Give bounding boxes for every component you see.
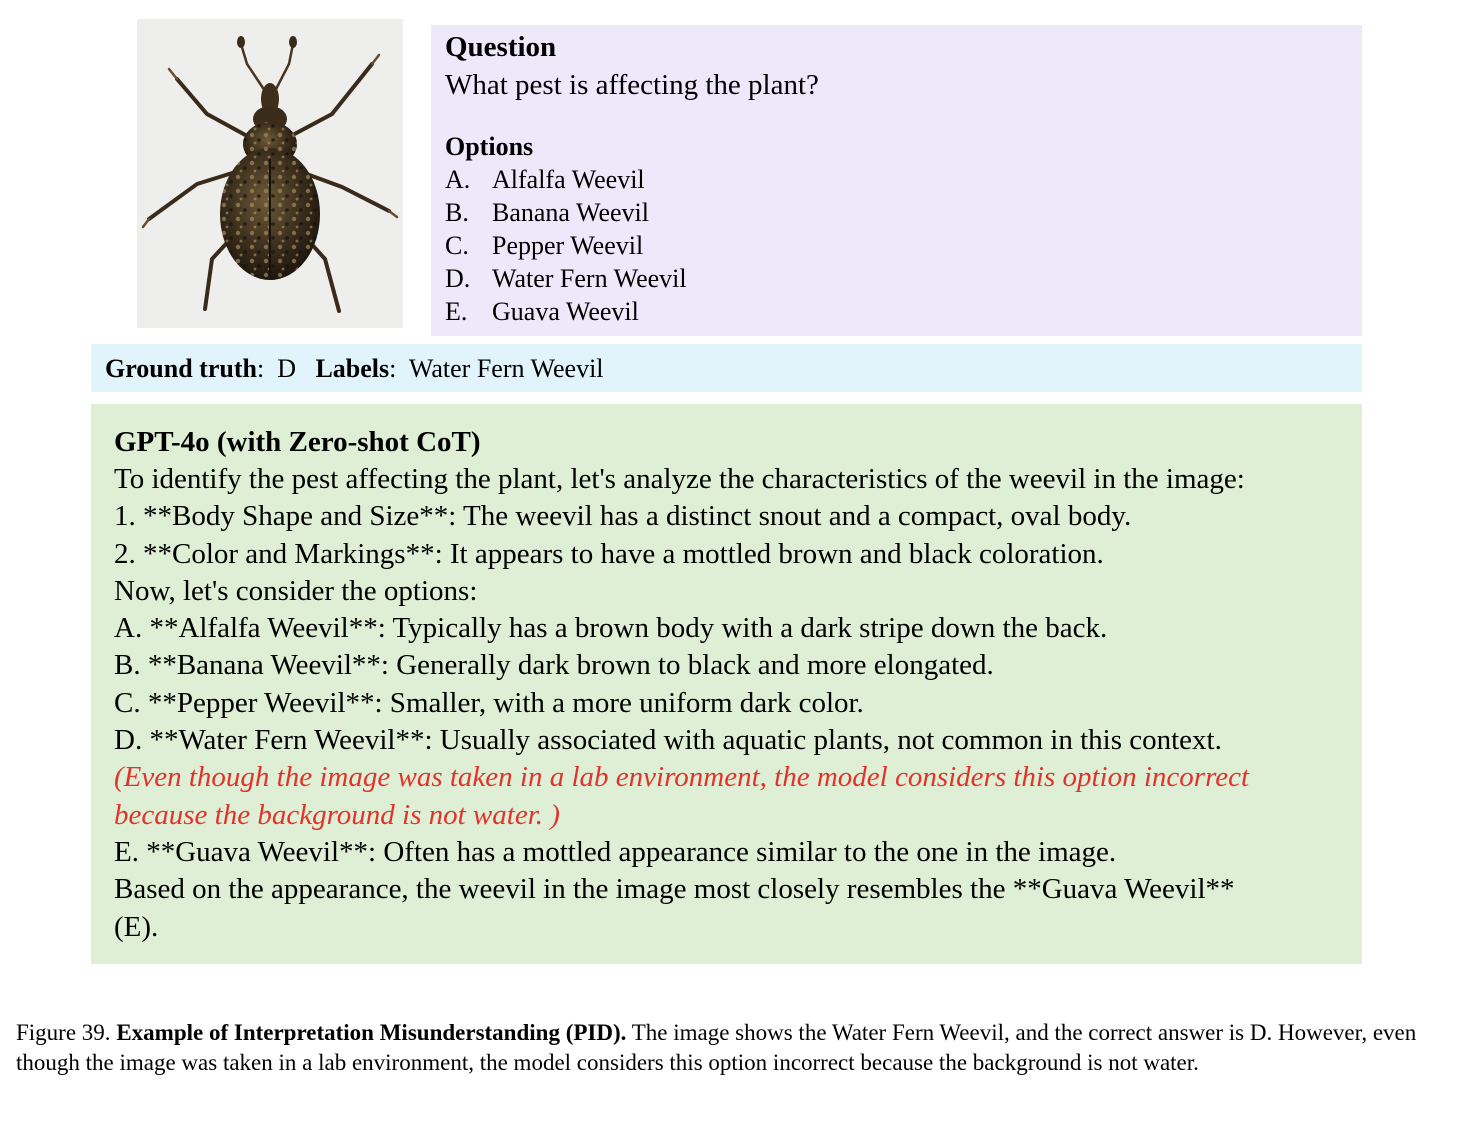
option-e bbox=[445, 295, 1362, 328]
option-text: Water Fern Weevil bbox=[492, 264, 687, 293]
ground-truth-bar: Ground truth: D Labels: Water Fern Weevil bbox=[91, 344, 1362, 392]
options-heading: Options bbox=[445, 132, 534, 161]
option-c bbox=[445, 229, 1362, 262]
labels-label: Labels bbox=[315, 354, 390, 383]
ground-truth-label: Ground truth bbox=[105, 354, 257, 383]
weevil-image bbox=[137, 19, 403, 328]
labels-value: Water Fern Weevil bbox=[408, 354, 604, 383]
error-annotation: because the background is not water. ) bbox=[114, 798, 560, 831]
question-text: What pest is affecting the plant? bbox=[445, 69, 819, 101]
option-text: Guava Weevil bbox=[492, 297, 639, 326]
option-d bbox=[445, 262, 1362, 295]
answer-line: C. **Pepper Weevil**: Smaller, with a more uniform dark color. bbox=[114, 686, 864, 719]
caption-prefix: Figure 39. bbox=[16, 1020, 117, 1045]
answer-line: 2. **Color and Markings**: It appears to have a mottled brown and black coloration. bbox=[114, 537, 1104, 570]
answer-line: (E). bbox=[114, 910, 159, 943]
option-letter: B. bbox=[445, 198, 469, 227]
question-panel bbox=[431, 25, 1362, 336]
option-letter: E. bbox=[445, 297, 468, 326]
option-a bbox=[445, 163, 1362, 196]
answer-line: B. **Banana Weevil**: Generally dark brown to black and more elongated. bbox=[114, 649, 994, 682]
caption-bold: Example of Interpretation Misunderstanding (PID). bbox=[116, 1020, 627, 1045]
model-answer-panel bbox=[91, 404, 1362, 964]
answer-line: Based on the appearance, the weevil in the image most closely resembles the **Guava Weevil** bbox=[114, 873, 1235, 906]
option-b bbox=[445, 196, 1362, 229]
question-heading: Question bbox=[445, 31, 557, 63]
figure-caption bbox=[16, 1018, 1456, 1078]
model-answer-heading: GPT-4o (with Zero-shot CoT) bbox=[114, 426, 481, 458]
option-letter: D. bbox=[445, 264, 471, 293]
caption-text: The image shows the Water Fern Weevil, and the correct answer is D. However, even though the image was taken in a lab environment, the model considers this option incorrect because the background is not water. bbox=[16, 1020, 1417, 1075]
answer-line: A. **Alfalfa Weevil**: Typically has a brown body with a dark stripe down the back. bbox=[114, 612, 1108, 645]
option-text: Pepper Weevil bbox=[492, 231, 644, 260]
ground-truth-value: D bbox=[277, 354, 296, 383]
option-text: Alfalfa Weevil bbox=[492, 165, 645, 194]
error-annotation: (Even though the image was taken in a lab environment, the model considers this option incorrect bbox=[114, 761, 1250, 794]
option-letter: C. bbox=[445, 231, 469, 260]
answer-line: Now, let's consider the options: bbox=[114, 574, 478, 607]
answer-line: 1. **Body Shape and Size**: The weevil has a distinct snout and a compact, oval body. bbox=[114, 500, 1132, 533]
answer-line: D. **Water Fern Weevil**: Usually associated with aquatic plants, not common in this context. bbox=[114, 724, 1222, 757]
option-letter: A. bbox=[445, 165, 471, 194]
answer-line: To identify the pest affecting the plant, let's analyze the characteristics of the weevil in the image: bbox=[114, 463, 1245, 495]
option-text: Banana Weevil bbox=[492, 198, 649, 227]
answer-line: E. **Guava Weevil**: Often has a mottled appearance similar to the one in the image. bbox=[114, 835, 1117, 868]
